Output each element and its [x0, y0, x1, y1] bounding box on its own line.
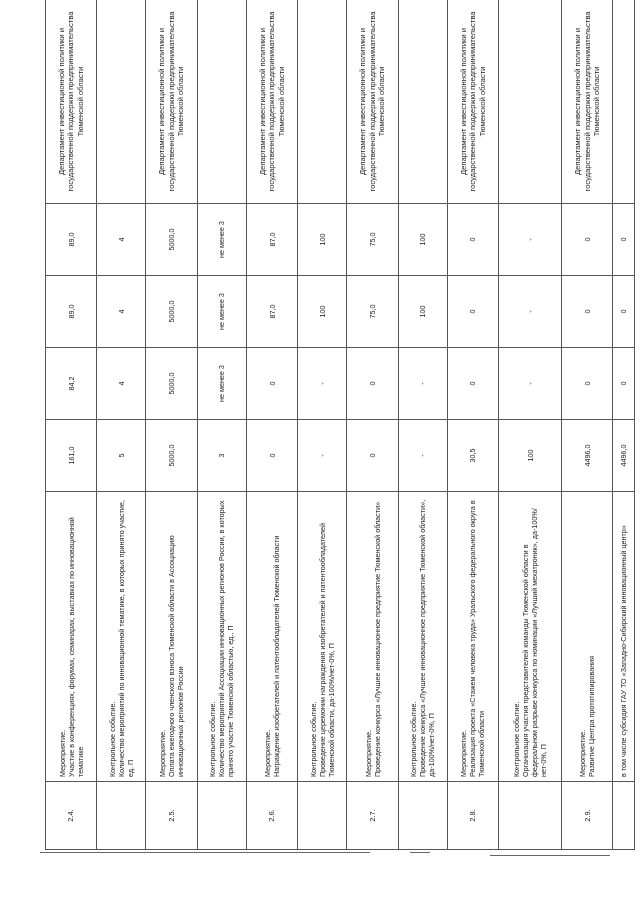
scan-line-3	[490, 855, 610, 856]
value-year-2: 0	[562, 348, 613, 420]
value-year-3: 0	[447, 276, 498, 348]
row-index	[97, 782, 146, 850]
value-year-4: 100	[298, 204, 347, 276]
value-year-2: -	[499, 348, 562, 420]
activity-description: Мероприятие. Награждение изобретателей и патентообладателей Тюменской области	[246, 492, 297, 782]
value-year-2: не менее 3	[197, 348, 246, 420]
value-year-2: 0	[613, 348, 635, 420]
activity-description: Мероприятие. Реализация проекта «Стажем человека труда» Уральского федерального округа в Тюменской области	[447, 492, 498, 782]
value-year-2: -	[398, 348, 447, 420]
value-year-3: -	[499, 276, 562, 348]
value-year-3: не менее 3	[197, 276, 246, 348]
value-year-1: 5000,0	[146, 420, 197, 492]
value-year-4: 100	[398, 204, 447, 276]
value-year-1: 0	[246, 420, 297, 492]
table-row	[398, 0, 447, 850]
row-index	[197, 782, 246, 850]
table-row	[146, 0, 197, 850]
value-year-3: 4	[97, 276, 146, 348]
responsible-department	[499, 0, 562, 204]
value-year-4: 75,0	[347, 204, 398, 276]
activity-description: Контрольное событие. Проведение церемонии награждения изобретателей и патентообладателей Тюменской области, да-100%/нет-0%, П	[298, 492, 347, 782]
table-row	[447, 0, 498, 850]
responsible-department: Департамент инвестиционной политики и государственной поддержки предпринимательства Тюменской области	[146, 0, 197, 204]
responsible-department	[298, 0, 347, 204]
value-year-1: 30,5	[447, 420, 498, 492]
responsible-department	[97, 0, 146, 204]
table-row	[197, 0, 246, 850]
value-year-3: 100	[398, 276, 447, 348]
activity-description: Контрольное событие. Количество мероприятий Ассоциации инновационных регионов России, в которых принято участие Тюменской областью, ед., П	[197, 492, 246, 782]
value-year-4: 4	[97, 204, 146, 276]
value-year-1: 5	[97, 420, 146, 492]
table-row	[562, 0, 613, 850]
value-year-4: 89,0	[46, 204, 97, 276]
row-index: 2.6.	[246, 782, 297, 850]
table-row	[499, 0, 562, 850]
scan-line-1	[40, 852, 370, 853]
row-index: 2.9.	[562, 782, 613, 850]
value-year-1: 100	[499, 420, 562, 492]
value-year-3: 100	[298, 276, 347, 348]
value-year-1: -	[398, 420, 447, 492]
row-index: 2.7.	[347, 782, 398, 850]
table-row	[613, 0, 635, 850]
value-year-1: 3	[197, 420, 246, 492]
responsible-department	[197, 0, 246, 204]
row-index	[613, 782, 635, 850]
row-index	[398, 782, 447, 850]
value-year-4: не менее 3	[197, 204, 246, 276]
value-year-3: 89,0	[46, 276, 97, 348]
table-row	[46, 0, 97, 850]
responsible-department	[398, 0, 447, 204]
responsible-department	[613, 0, 635, 204]
value-year-4: 87,0	[246, 204, 297, 276]
value-year-3: 87,0	[246, 276, 297, 348]
value-year-3: 0	[562, 276, 613, 348]
responsible-department: Департамент инвестиционной политики и государственной поддержки предпринимательства Тюменской области	[246, 0, 297, 204]
table-row	[347, 0, 398, 850]
row-index	[298, 782, 347, 850]
program-activities-table	[45, 0, 635, 850]
value-year-4: 0	[562, 204, 613, 276]
value-year-3: 75,0	[347, 276, 398, 348]
value-year-3: 0	[613, 276, 635, 348]
responsible-department: Департамент инвестиционной политики и государственной поддержки предпринимательства Тюменской области	[347, 0, 398, 204]
value-year-3: 5000,0	[146, 276, 197, 348]
value-year-1: 4496,0	[562, 420, 613, 492]
activity-description: Контрольное событие. Организация участия представителей команды Тюменской области в федеральном разрыве конкурса по номинации «Лучший мехатроник», да-100%/нет-0%, П	[499, 492, 562, 782]
value-year-2: 0	[246, 348, 297, 420]
activity-description: Мероприятие. Участие в конференциях, форумах, семинарах, выставках по инновационной тематике	[46, 492, 97, 782]
value-year-4: 0	[447, 204, 498, 276]
activity-description: Мероприятие. Оплата ежегодного членского взноса Тюменской области в Ассоциацию инновационных регионов России	[146, 492, 197, 782]
activity-description: Мероприятие. Проведение конкурса «Лучшее инновационное предприятие Тюменской области»	[347, 492, 398, 782]
table-row	[298, 0, 347, 850]
value-year-2: -	[298, 348, 347, 420]
row-index: 2.5.	[146, 782, 197, 850]
value-year-4: 5000,0	[146, 204, 197, 276]
responsible-department: Департамент инвестиционной политики и государственной поддержки предпринимательства Тюменской области	[562, 0, 613, 204]
value-year-4: -	[499, 204, 562, 276]
row-index	[499, 782, 562, 850]
table-row	[246, 0, 297, 850]
table-row	[97, 0, 146, 850]
value-year-1: 4496,0	[613, 420, 635, 492]
activity-description: Мероприятие. Развитие Центра прототипирования	[562, 492, 613, 782]
activity-description: Контрольное событие. Количество мероприятий по инновационной тематике, в которых принято участие, ед. П	[97, 492, 146, 782]
activity-description: Контрольное событие. Проведение конкурса «Лучшее инновационное предприятие Тюменской области», да-100%/нет-0%, П	[398, 492, 447, 782]
value-year-2: 5000,0	[146, 348, 197, 420]
value-year-1: 0	[347, 420, 398, 492]
value-year-2: 4	[97, 348, 146, 420]
value-year-4: 0	[613, 204, 635, 276]
value-year-1: -	[298, 420, 347, 492]
rotated-table-container	[45, 0, 635, 850]
responsible-department: Департамент инвестиционной политики и государственной поддержки предпринимательства Тюменской области	[46, 0, 97, 204]
scan-line-2	[410, 852, 430, 853]
value-year-1: 161,0	[46, 420, 97, 492]
row-index: 2.8.	[447, 782, 498, 850]
activity-description: в том числе субсидия ГАУ ТО «Западно-Сибирский инновационный центр»	[613, 492, 635, 782]
responsible-department: Департамент инвестиционной политики и государственной поддержки предпринимательства Тюменской области	[447, 0, 498, 204]
value-year-2: 0	[447, 348, 498, 420]
row-index: 2.4.	[46, 782, 97, 850]
value-year-2: 0	[347, 348, 398, 420]
value-year-2: 84,2	[46, 348, 97, 420]
